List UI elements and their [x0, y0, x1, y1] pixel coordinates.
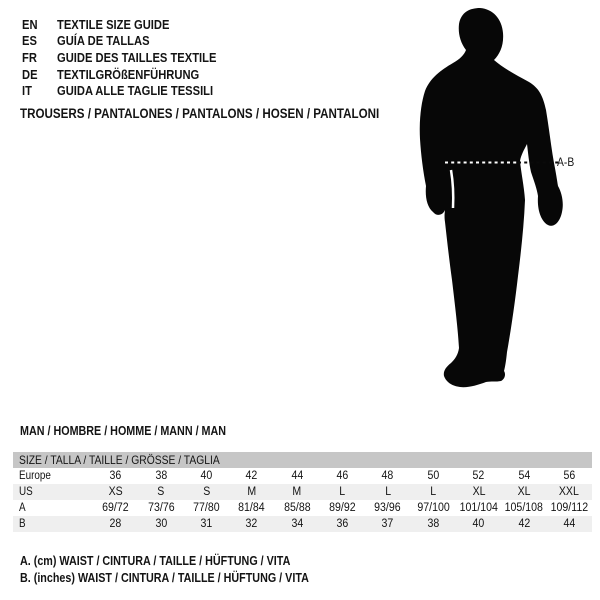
- size-cell: 34: [291, 518, 304, 530]
- size-cell: 40: [472, 518, 485, 530]
- size-cell: 32: [245, 518, 258, 530]
- size-cell: 48: [381, 470, 394, 482]
- size-cell: 38: [427, 518, 440, 530]
- size-cell: M: [292, 486, 302, 498]
- table-row-a-cm: [13, 500, 592, 516]
- size-cell: 31: [200, 518, 213, 530]
- size-cell: M: [247, 486, 257, 498]
- size-cell: XL: [472, 486, 486, 498]
- size-cell: 56: [563, 470, 576, 482]
- man-silhouette: [400, 0, 600, 400]
- language-label: GUIDA ALLE TAGLIE TESSILI: [57, 83, 214, 99]
- language-label: GUIDE DES TAILLES TEXTILE: [57, 49, 217, 65]
- size-table: [13, 452, 592, 532]
- size-cell: 44: [291, 470, 304, 482]
- language-list: [22, 16, 242, 99]
- size-cell: 50: [427, 470, 440, 482]
- table-row-europe: [13, 468, 592, 484]
- size-cell: 97/100: [417, 502, 450, 514]
- size-cell: 101/104: [459, 502, 498, 514]
- language-row: [22, 16, 242, 33]
- language-row: [22, 66, 242, 83]
- size-cell: 109/112: [550, 502, 589, 514]
- row-label: US: [19, 486, 33, 498]
- size-cell: 36: [109, 470, 122, 482]
- size-cell: 28: [109, 518, 122, 530]
- size-cell: 54: [518, 470, 530, 482]
- size-cell: 37: [381, 518, 394, 530]
- language-row: [22, 82, 242, 99]
- size-cell: 85/88: [283, 502, 311, 514]
- row-label: A: [19, 502, 26, 514]
- language-code: ES: [22, 33, 37, 49]
- row-label: B: [19, 518, 26, 530]
- table-header-cell: SIZE / TALLA / TAILLE / GRÖSSE / TAGLIA: [13, 452, 592, 468]
- language-row: [22, 33, 242, 50]
- size-cell: 38: [155, 470, 167, 482]
- size-cell: XL: [517, 486, 531, 498]
- size-cell: S: [202, 486, 210, 498]
- size-cell: 73/76: [147, 502, 175, 514]
- category-title: TROUSERS / PANTALONES / PANTALONS / HOSEN / PANTALONI: [20, 106, 380, 121]
- size-cell: 105/108: [504, 502, 544, 514]
- language-label: TEXTILE SIZE GUIDE: [57, 16, 170, 32]
- size-cell: 93/96: [374, 502, 402, 514]
- size-cell: L: [430, 486, 437, 498]
- size-cell: 42: [245, 470, 258, 482]
- size-cell: 89/92: [329, 502, 356, 514]
- size-cell: L: [339, 486, 346, 498]
- language-code: IT: [22, 83, 32, 99]
- size-cell: 42: [518, 518, 530, 530]
- size-cell: 36: [336, 518, 349, 530]
- language-label: TEXTILGRÖßENFÜHRUNG: [57, 66, 200, 82]
- size-cell: 52: [472, 470, 485, 482]
- size-cell: S: [157, 486, 165, 498]
- language-row: [22, 49, 242, 66]
- table-header-row: [13, 452, 592, 468]
- size-cell: L: [384, 486, 391, 498]
- man-silhouette-shape: [420, 8, 563, 387]
- language-code: EN: [22, 16, 38, 32]
- size-cell: 30: [155, 518, 167, 530]
- size-cell: XS: [108, 486, 123, 498]
- note-b-inches: B. (inches) WAIST / CINTURA / TAILLE / HÜFTUNG / VITA: [20, 570, 309, 585]
- table-row-us: [13, 484, 592, 500]
- size-cell: 40: [200, 470, 213, 482]
- row-label: Europe: [19, 470, 51, 482]
- size-cell: 44: [563, 518, 576, 530]
- size-cell: 77/80: [193, 502, 220, 514]
- size-cell: 69/72: [102, 502, 129, 514]
- measurement-notes: [20, 553, 356, 586]
- size-cell: 46: [336, 470, 349, 482]
- note-a-cm: A. (cm) WAIST / CINTURA / TAILLE / HÜFTUNG / VITA: [20, 554, 291, 568]
- waist-measure-label: A-B: [557, 155, 575, 169]
- language-code: FR: [22, 49, 37, 65]
- section-title: MAN / HOMBRE / HOMME / MANN / MAN: [20, 424, 227, 438]
- language-label: GUÍA DE TALLAS: [57, 33, 150, 49]
- size-cell: 81/84: [238, 502, 265, 514]
- language-code: DE: [22, 66, 38, 82]
- table-row-b-inches: [13, 516, 592, 532]
- size-cell: XXL: [559, 486, 580, 498]
